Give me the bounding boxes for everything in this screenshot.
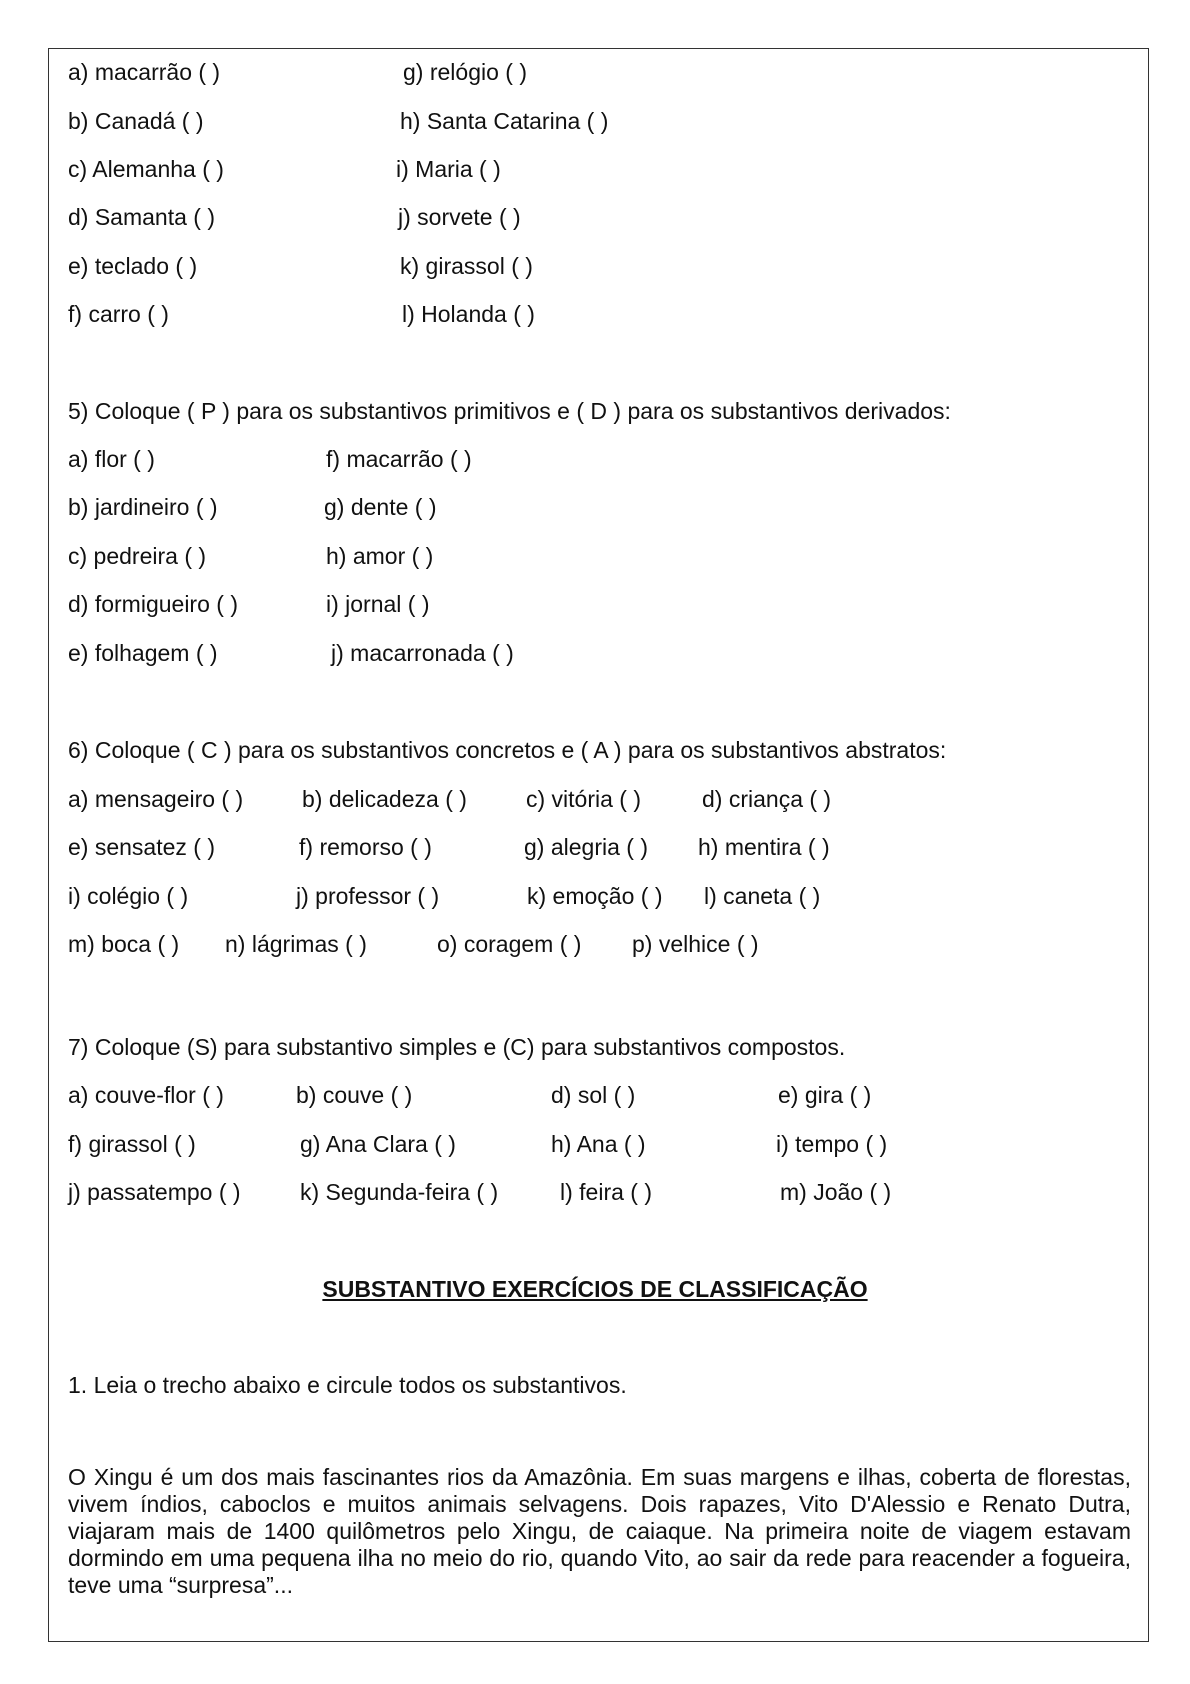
q4-item: h) Santa Catarina ( ) (400, 108, 609, 134)
q6-item: f) remorso ( ) (299, 834, 432, 860)
q4-item: a) macarrão ( ) (68, 59, 221, 85)
q7-item: f) girassol ( ) (68, 1131, 196, 1157)
q7-item: h) Ana ( ) (551, 1131, 646, 1157)
q5-item: c) pedreira ( ) (68, 543, 207, 569)
q4-item: l) Holanda ( ) (402, 301, 535, 327)
q6-item: c) vitória ( ) (526, 786, 641, 812)
q5-item: i) jornal ( ) (326, 591, 430, 617)
q5-item: b) jardineiro ( ) (68, 494, 218, 520)
q5-item: g) dente ( ) (324, 494, 437, 520)
q4-item: b) Canadá ( ) (68, 108, 204, 134)
q7-title: 7) Coloque (S) para substantivo simples e (C) para substantivos compostos. (68, 1034, 846, 1060)
q7-item: j) passatempo ( ) (68, 1179, 241, 1205)
exercise1-passage: O Xingu é um dos mais fascinantes rios da Amazônia. Em suas margens e ilhas, coberta de florestas, vivem índios, caboclos e muitos animais selvagens. Dois rapazes, Vito D'Alessio e Renato Dutra, viajaram mais de 1400 quilômetros pelo Xingu, de caiaque. Na primeira noite de viagem estavam dormindo em uma pequena ilha no meio do rio, quando Vito, ao sair da rede para reacender a fogueira, teve uma “surpresa”... (68, 1464, 1131, 1598)
q4-item: g) relógio ( ) (403, 59, 527, 85)
q6-item: m) boca ( ) (68, 931, 180, 957)
q6-item: a) mensageiro ( ) (68, 786, 244, 812)
q7-item: a) couve-flor ( ) (68, 1082, 224, 1108)
q6-item: i) colégio ( ) (68, 883, 189, 909)
q6-item: p) velhice ( ) (632, 931, 759, 957)
q6-item: d) criança ( ) (702, 786, 832, 812)
q7-item: g) Ana Clara ( ) (300, 1131, 456, 1157)
q4-item: j) sorvete ( ) (398, 204, 521, 230)
q4-item: c) Alemanha ( ) (68, 156, 224, 182)
q4-item: d) Samanta ( ) (68, 204, 215, 230)
q5-item: j) macarronada ( ) (331, 640, 514, 666)
exercise1-instruction: 1. Leia o trecho abaixo e circule todos os substantivos. (68, 1372, 627, 1398)
q7-item: e) gira ( ) (778, 1082, 872, 1108)
q6-item: j) professor ( ) (296, 883, 440, 909)
q4-item: e) teclado ( ) (68, 253, 198, 279)
q7-item: m) João ( ) (780, 1179, 892, 1205)
q5-title: 5) Coloque ( P ) para os substantivos primitivos e ( D ) para os substantivos derivados: (68, 398, 951, 424)
q5-item: a) flor ( ) (68, 446, 155, 472)
q6-item: e) sensatez ( ) (68, 834, 215, 860)
q4-item: i) Maria ( ) (396, 156, 501, 182)
q7-item: d) sol ( ) (551, 1082, 636, 1108)
q6-item: o) coragem ( ) (437, 931, 582, 957)
q7-item: i) tempo ( ) (776, 1131, 888, 1157)
q6-item: n) lágrimas ( ) (225, 931, 367, 957)
q6-item: h) mentira ( ) (698, 834, 830, 860)
q6-item: b) delicadeza ( ) (302, 786, 467, 812)
q4-item: f) carro ( ) (68, 301, 169, 327)
q7-item: b) couve ( ) (296, 1082, 413, 1108)
q4-item: k) girassol ( ) (400, 253, 533, 279)
q5-item: e) folhagem ( ) (68, 640, 218, 666)
q5-item: f) macarrão ( ) (326, 446, 472, 472)
q7-item: l) feira ( ) (560, 1179, 652, 1205)
q5-item: h) amor ( ) (326, 543, 434, 569)
q6-item: g) alegria ( ) (524, 834, 648, 860)
section-heading: SUBSTANTIVO EXERCÍCIOS DE CLASSIFICAÇÃO (322, 1276, 868, 1302)
q6-title: 6) Coloque ( C ) para os substantivos concretos e ( A ) para os substantivos abstratos: (68, 737, 947, 763)
q6-item: l) caneta ( ) (704, 883, 821, 909)
q6-item: k) emoção ( ) (527, 883, 663, 909)
q7-item: k) Segunda-feira ( ) (300, 1179, 499, 1205)
q5-item: d) formigueiro ( ) (68, 591, 238, 617)
